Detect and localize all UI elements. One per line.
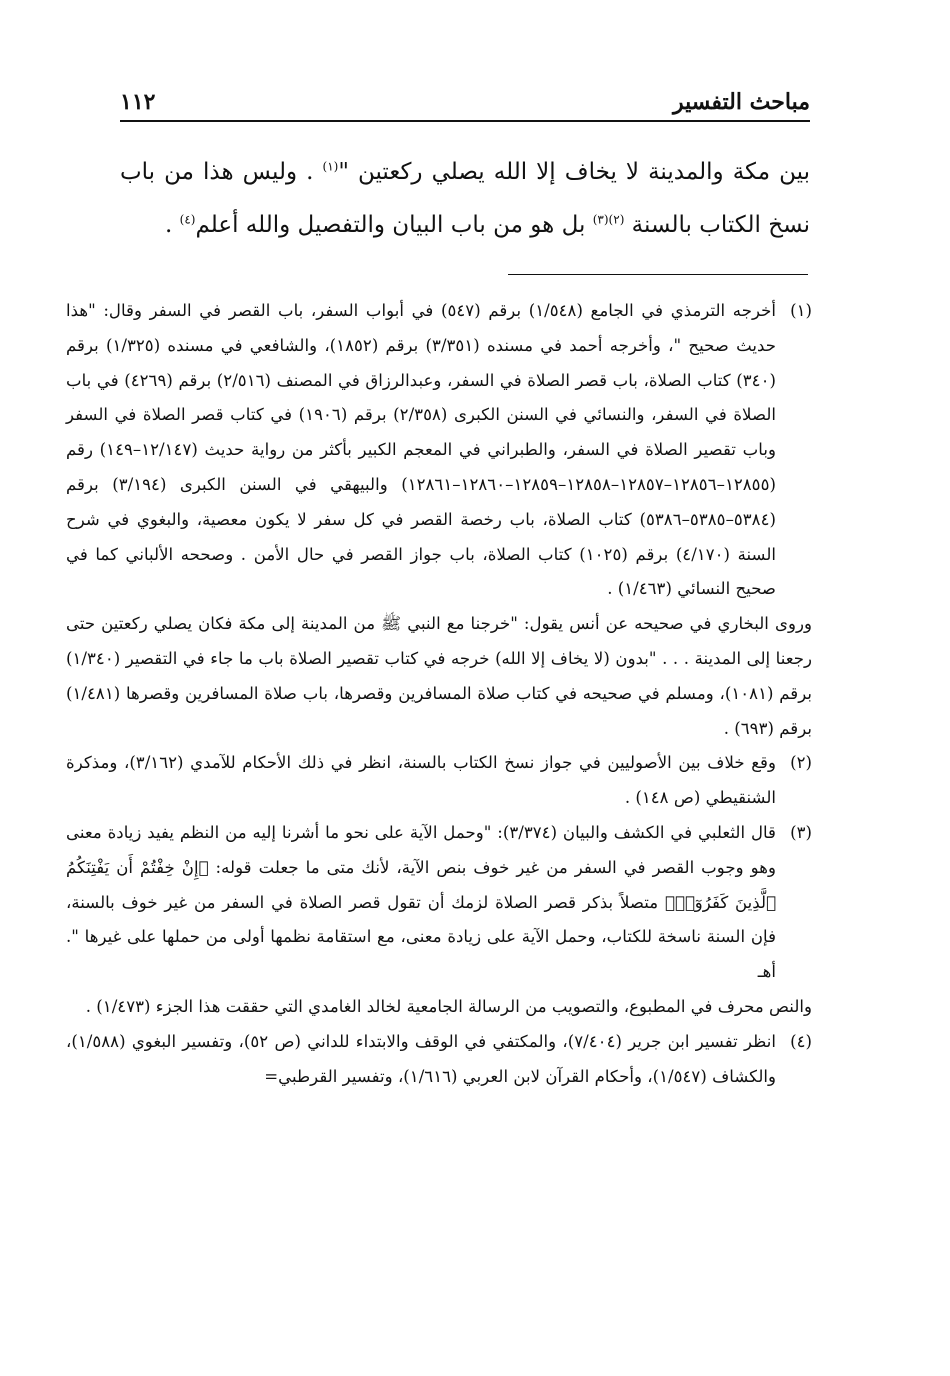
- main-text-part: . وليس هذا من باب نسخ: [120, 159, 810, 238]
- footnote-number: (١): [790, 301, 812, 320]
- main-text: [120, 146, 810, 252]
- footnote-4: [66, 1025, 812, 1095]
- footnote-2: [66, 746, 812, 816]
- footnote-number: (٤): [790, 1031, 812, 1051]
- footnote-number: (٣): [790, 822, 812, 842]
- footnote-number: (٢): [790, 753, 812, 773]
- footnote-text: وروى البخاري في صحيحه عن أنس يقول: "خرجنا مع النبي ﷺ من المدينة إلى مكة فكان يصلي ركعتين حتى رجعنا إلى المدينة . . . "بدون (لا يخاف إلا الله) خرجه في كتاب تقصير الصلاة باب ما جاء في التقصير (١/٣٤٠) برقم (١٠٨١)، ومسلم في صحيحه في كتاب صلاة المسافرين وقصرها، باب صلاة المسافرين وقصرها (١/٤٨١) برقم (٦٩٣) .: [66, 614, 812, 738]
- main-text-part: بل هو من باب البيان والتفصيل والله أعلم: [195, 212, 593, 238]
- main-text-part: بين مكة والمدينة لا يخاف إلا الله يصلي ركعتين ": [338, 159, 810, 185]
- main-paragraph: [120, 146, 810, 252]
- footnote-text: انظر تفسير ابن جرير (٧/٤٠٤)، والمكتفي في الوقف والابتداء للداني (ص ٥٢)، وتفسير البغوي (١/٥٨٨)، والكشاف (١/٥٤٧)، وأحكام القرآن لابن العربي (١/٦١٦)، وتفسير القرطبي=: [66, 1031, 776, 1086]
- footnote-1: [66, 294, 812, 607]
- footnote-text: وقع خلاف بين الأصوليين في جواز نسخ الكتاب بالسنة، انظر في ذلك الأحكام للآمدي (٣/١٦٢)، ومذكرة الشنقيطي (ص ١٤٨) .: [66, 753, 776, 808]
- footnote-3-continuation: [66, 990, 812, 1025]
- footnotes: [66, 294, 812, 1094]
- footnote-text: قال الثعلبي في الكشف والبيان (٣/٣٧٤): "وحمل الآية على نحو ما أشرنا إليه من النظم يفيد زيادة معنى وهو وجوب القصر في السفر من غير خوف بنص الآية، لأنك متى ما جعلت قوله: ﴿إِنْ خِفْتُمْ أَن يَفْتِنَكُمُ ٱلَّذِينَ كَفَرُوٓا۟﴾ متصلاً بذكر قصر الصلاة لزمك أن تقول قصر الصلاة في السفر من غير خوف بالسنة، فإن السنة ناسخة للكتاب، وحمل الآية على زيادة معنى، مع استقامة نظمها أولى من حملها على غيرها ". أهـ: [66, 822, 776, 982]
- running-header: [120, 78, 810, 122]
- footnote-text: أخرجه الترمذي في الجامع (١/٥٤٨) برقم (٥٤٧) في أبواب السفر، باب القصر في السفر وقال: "هذا حديث صحيح "، وأخرجه أحمد في مسنده (٣/٣٥١) برقم (١٨٥٢)، والشافعي في مسنده (١/٣٢٥) برقم (٣٤٠) كتاب الصلاة، باب قصر الصلاة في السفر، وعبدالرزاق في المصنف (٢/٥١٦) برقم (٤٢٦٩) في باب الصلاة في السفر، والنسائي في السنن الكبرى (٢/٣٥٨) برقم (١٩٠٦) في كتاب قصر الصلاة في السفر وباب تقصير الصلاة في السفر، والطبراني في المعجم الكبير بأكثر من رواية حديث (١٢/١٤٧–١٤٩) رقم (١٢٨٥٥–١٢٨٥٦–١٢٨٥٧–١٢٨٥٨–١٢٨٥٩–١٢٨٦٠–١٢٨٦١) والبيهقي في السنن الكبرى (٣/١٩٤) برقم (٥٣٨٤–٥٣٨٥–٥٣٨٦) كتاب الصلاة، باب رخصة القصر في كل سفر لا يكون معصية، والبغوي في شرح السنة (٤/١٧٠) برقم (١٠٢٥) كتاب الصلاة، باب جواز القصر في حال الأمن . وصححه الألباني كما في صحيح النسائي (١/٤٦٣) .: [66, 301, 777, 599]
- main-text-part: الكتاب بالسنة: [624, 212, 761, 238]
- footnote-3: [66, 816, 812, 990]
- footnote-1-continuation: [66, 607, 812, 746]
- footnote-ref-4: (٤): [179, 212, 196, 227]
- footnote-ref-2-3: (٢)(٣): [592, 212, 625, 227]
- header-title: مباحث التفسير: [673, 89, 810, 115]
- footnote-text: والنص محرف في المطبوع، والتصويب من الرسالة الجامعية لخالد الغامدي التي حققت هذا الجزء (١/٤٧٣) .: [85, 996, 812, 1016]
- footnote-ref-1: (١): [322, 159, 339, 174]
- main-text-part: .: [165, 212, 180, 238]
- page-number: ١١٢: [120, 89, 156, 115]
- footnote-separator: [508, 274, 808, 275]
